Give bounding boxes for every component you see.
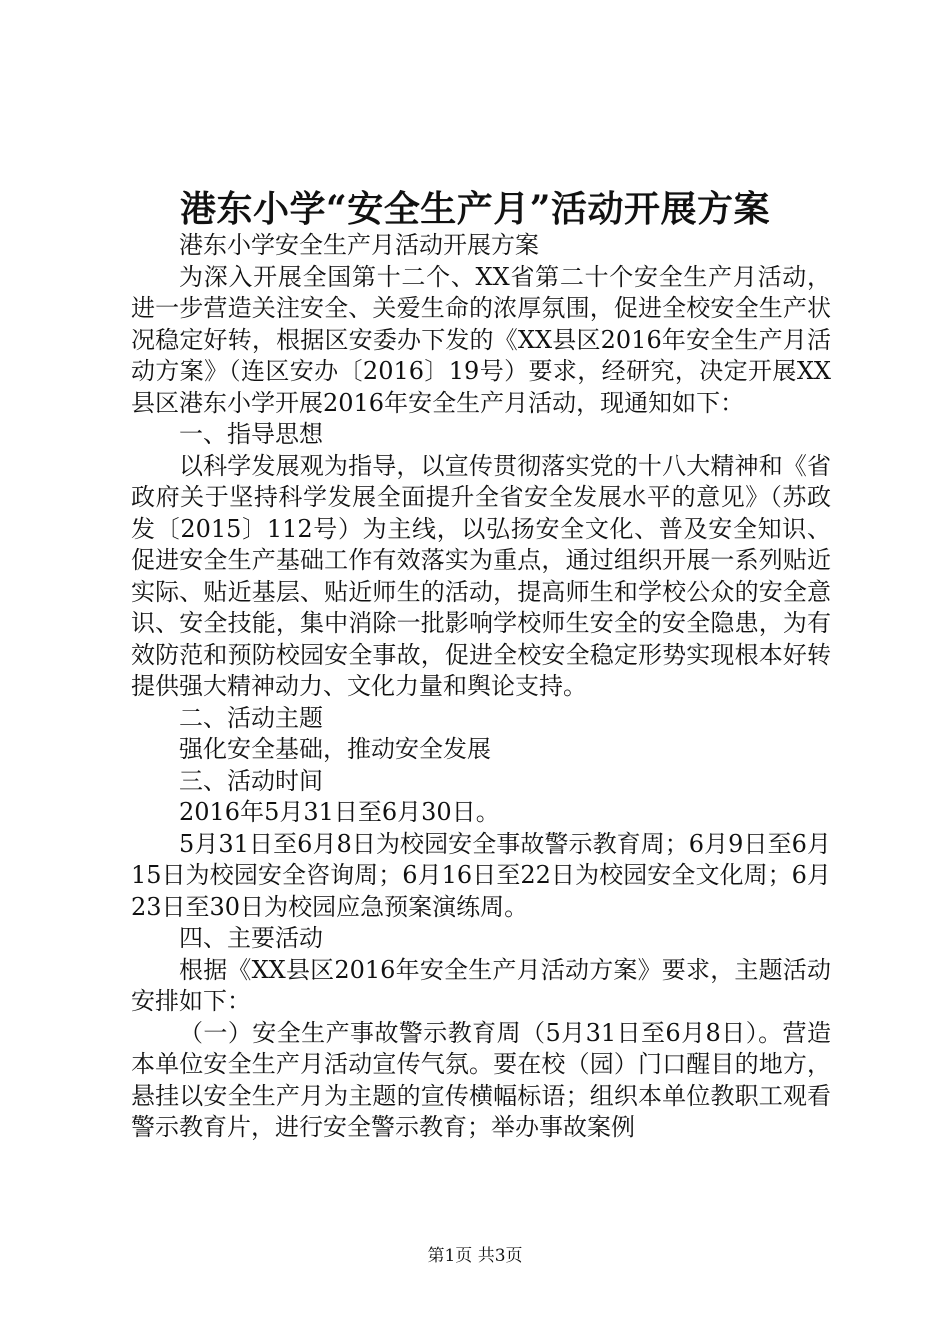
paragraph-intro: 为深入开展全国第十二个、XX省第二十个安全生产月活动，进一步营造关注安全、关爱生命的浓厚氛围，促进全校安全生产状况稳定好转，根据区安委办下发的《XX县区2016年安全生产月活动方案》（连区安办〔2016〕19号）要求，经研究，决定开展XX县区港东小学开展2016年安全生产月活动，现通知如下：	[131, 262, 831, 417]
section-heading-guiding-thought: 一、指导思想	[179, 420, 323, 448]
paragraph-activity-week-1: （一）安全生产事故警示教育周（5月31日至6月8日）。营造本单位安全生产月活动宣传气氛。要在校（园）门口醒目的地方，悬挂以安全生产月为主题的宣传横幅标语；组织本单位教职工观看警示教育片，进行安全警示教育；举办事故案例	[131, 1018, 831, 1141]
paragraph-time-range: 2016年5月31日至6月30日。	[179, 798, 500, 826]
section-heading-main-activities: 四、主要活动	[179, 924, 323, 952]
section-heading-time: 三、活动时间	[179, 766, 323, 795]
paragraph-theme: 强化安全基础，推动安全发展	[179, 735, 491, 763]
document-body	[131, 230, 831, 1144]
document-title: 港东小学“安全生产月”活动开展方案	[180, 188, 770, 230]
paragraph-time-schedule: 5月31日至6月8日为校园安全事故警示教育周；6月9日至6月15日为校园安全咨询周；6月16日至22日为校园安全文化周；6月23日至30日为校园应急预案演练周。	[131, 829, 831, 921]
paragraph-subtitle: 港东小学安全生产月活动开展方案	[179, 231, 539, 259]
page-footer: 第1页 共3页	[427, 1246, 523, 1266]
paragraph-guiding-thought: 以科学发展观为指导，以宣传贯彻落实党的十八大精神和《省政府关于坚持科学发展全面提升全省安全发展水平的意见》（苏政发〔2015〕112号）为主线，以弘扬安全文化、普及安全知识、促进安全生产基础工作有效落实为重点，通过组织开展一系列贴近实际、贴近基层、贴近师生的活动，提高师生和学校公众的安全意识、安全技能，集中消除一批影响学校师生安全的安全隐患，为有效防范和预防校园安全事故，促进全校安全稳定形势实现根本好转提供强大精神动力、文化力量和舆论支持。	[131, 451, 831, 700]
paragraph-activities-intro: 根据《XX县区2016年安全生产月活动方案》要求，主题活动安排如下：	[131, 955, 831, 1015]
section-heading-theme: 二、活动主题	[179, 703, 323, 732]
